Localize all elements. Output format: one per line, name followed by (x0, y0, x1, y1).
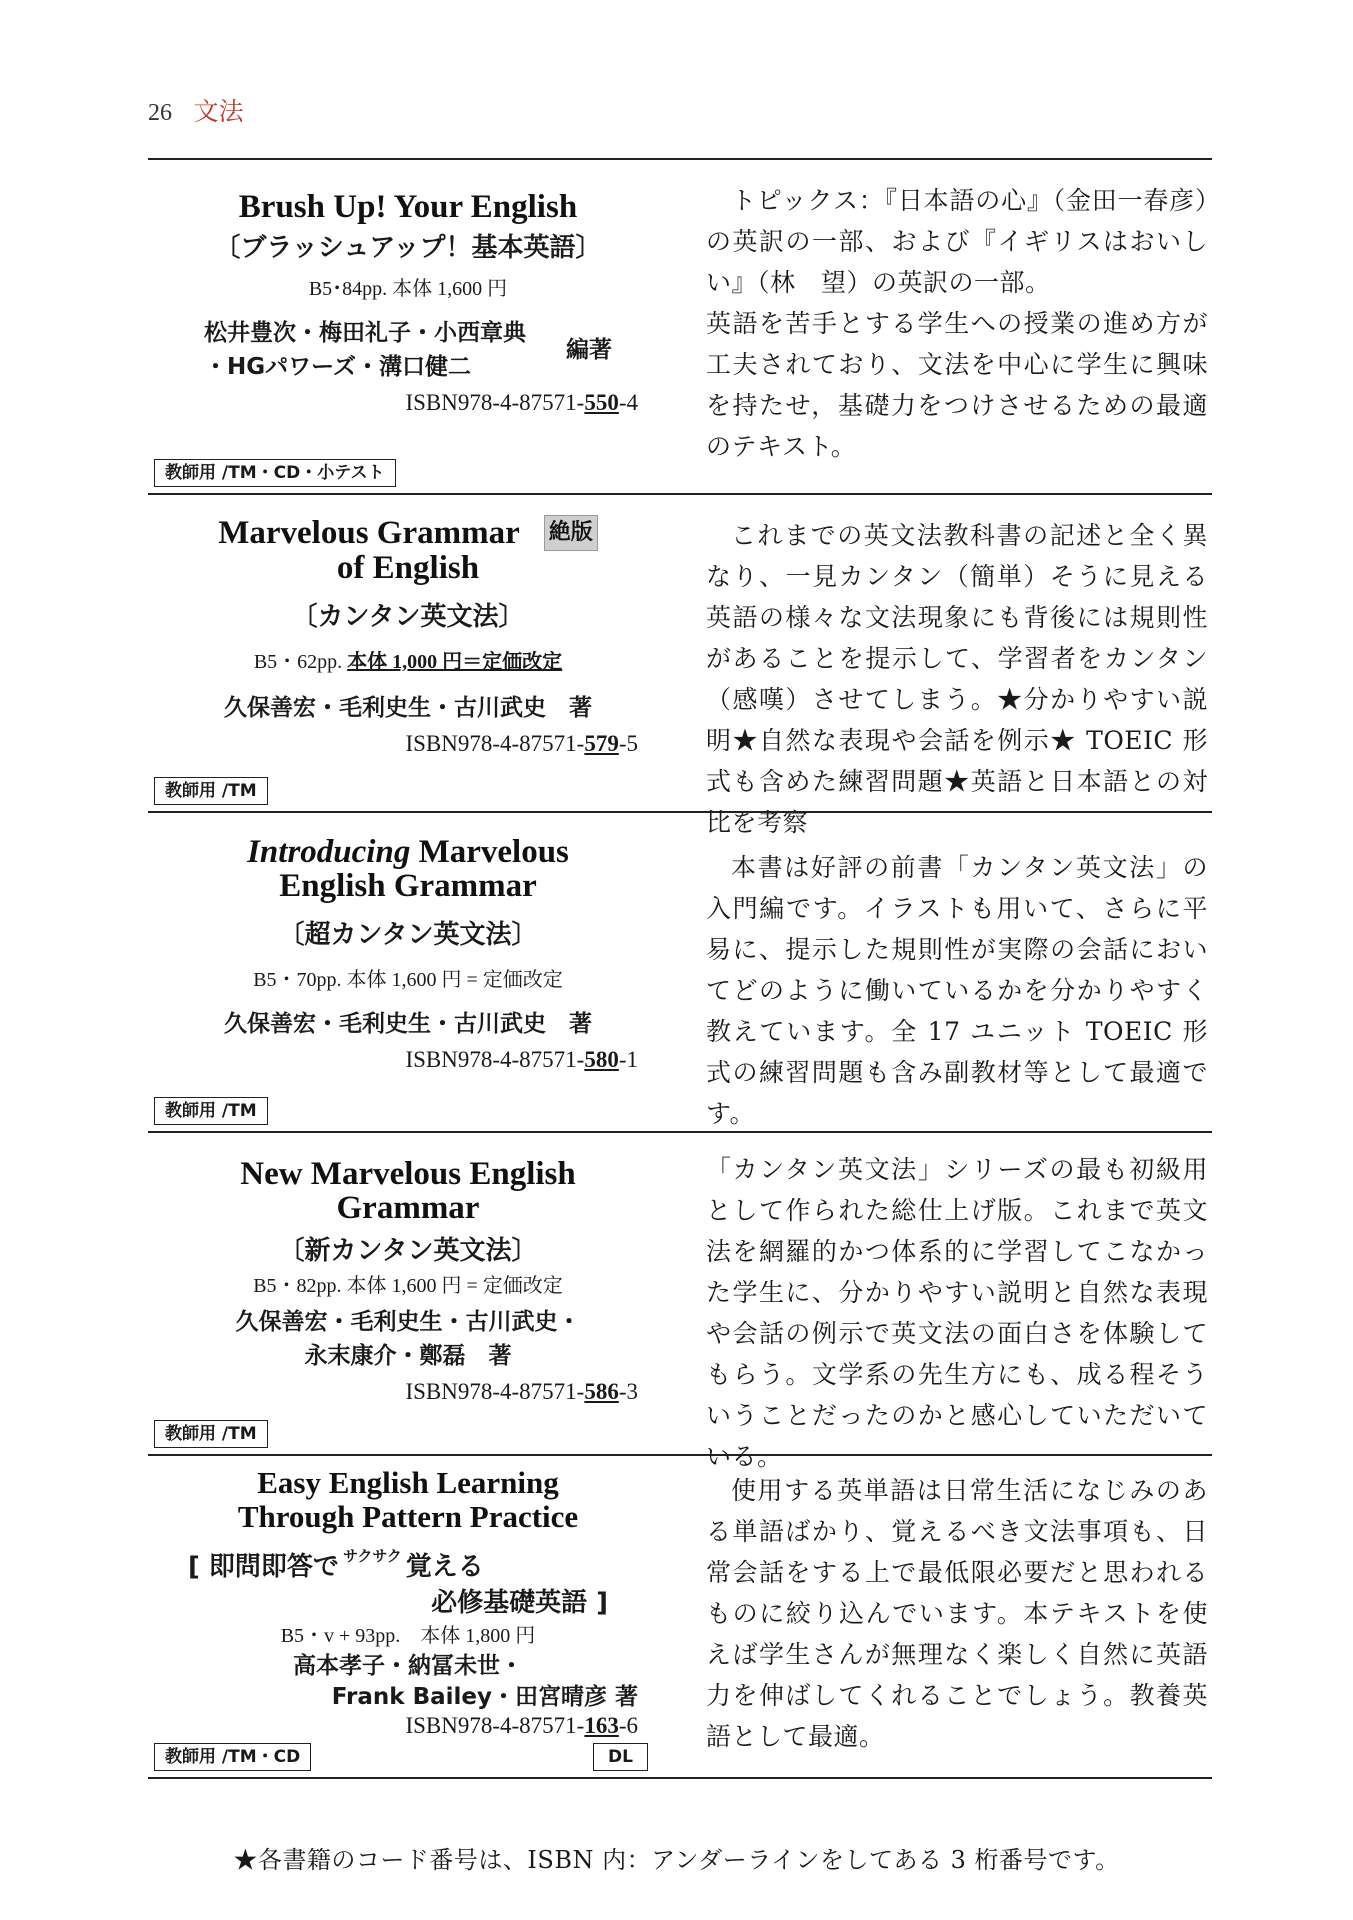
book-subtitle: 〔超カンタン英文法〕 (278, 920, 538, 950)
teacher-material-tag: 教師用 /TM (154, 1097, 268, 1125)
teacher-material-tag: 教師用 /TM・CD (154, 1743, 311, 1771)
book-entry (148, 1456, 1212, 1779)
page-number: 26 (148, 100, 172, 126)
book-title-line2: of English (336, 550, 480, 586)
book-title: Brush Up! Your English (238, 189, 578, 225)
book-spec: B5・82pp. 本体 1,600 円 = 定価改定 (253, 1275, 563, 1297)
book-description (668, 813, 1212, 1131)
book-info (148, 160, 668, 493)
book-title: Easy English Learning (257, 1465, 559, 1500)
section-title: 文法 (193, 97, 244, 126)
authors-line: 高本孝子・納冨未世・ (293, 1653, 523, 1679)
book-subtitle: 〔ブラッシュアップ！基本英語〕 (214, 233, 602, 263)
teacher-material-tag: 教師用 /TM (154, 777, 268, 805)
book-isbn: ISBN978-4-87571-163-6 (405, 1713, 638, 1738)
book-authors (148, 1651, 668, 1713)
book-authors (148, 1305, 668, 1373)
book-authors: 久保善宏・毛利史生・古川武史 著 (224, 1011, 592, 1037)
book-entry (148, 495, 1212, 837)
book-description (668, 160, 1212, 493)
book-description (668, 495, 1212, 837)
book-subtitle-line2: 必修基礎英語 ] (431, 1588, 608, 1618)
book-entry (148, 813, 1212, 1133)
book-spec: B5・v + 93pp. 本体 1,800 円 (280, 1625, 536, 1647)
book-subtitle: 〔新カンタン英文法〕 (278, 1236, 538, 1266)
book-info (148, 1456, 668, 1777)
out-of-print-badge: 絶版 (544, 515, 598, 551)
book-authors (148, 316, 668, 384)
page-footer-note: ★各書籍のコード番号は、ISBN 内：アンダーラインをしてある 3 桁番号です。 (233, 1846, 1120, 1874)
download-tag: DL (593, 1743, 648, 1771)
book-title-line2: Through Pattern Practice (237, 1499, 579, 1534)
description-paragraph: 本書は好評の前書「カンタン英文法」の入門編です。イラストも用いて、さらに平易に、提示した規則性が実際の会話においてどのように働いているかを分かりやすく教えています。全 17 ユニット TOEIC 形式の練習問題も含み副教材等として最適です。 (706, 853, 1208, 1128)
description-paragraph: これまでの英文法教科書の記述と全く異なり、一見カンタン（簡単）そうに見える英語の様々な文法現象にも背後には規則性があることを提示して、学習者をカンタン（感嘆）させてしまう。★分かりやすい説明★自然な表現や会話を例示★ TOEIC 形式も含めた練習問題★英語と日本語との対比を考察 (706, 521, 1208, 837)
book-isbn: ISBN978-4-87571-550-4 (405, 390, 638, 415)
book-spec: B5･84pp. 本体 1,600 円 (308, 278, 508, 300)
teacher-material-tag: 教師用 /TM (154, 1420, 268, 1448)
book-entry (148, 1133, 1212, 1471)
book-info (148, 495, 668, 811)
isbn-code: 586 (584, 1379, 619, 1404)
author-role: 編著 (566, 337, 612, 363)
book-spec: B5・62pp. 本体 1,000 円＝定価改定 (253, 651, 563, 673)
book-subtitle: 〔カンタン英文法〕 (291, 602, 525, 632)
book-authors: 久保善宏・毛利史生・古川武史 著 (224, 695, 592, 721)
authors-line: 久保善宏・毛利史生・古川武史・ (235, 1309, 581, 1335)
authors-line: 永末康介・鄭磊 著 (304, 1343, 512, 1369)
book-isbn: ISBN978-4-87571-580-1 (405, 1047, 638, 1072)
book-info (148, 1133, 668, 1454)
book-catalog (148, 158, 1212, 1779)
isbn-code: 550 (584, 390, 619, 415)
description-paragraph: 使用する英単語は日常生活になじみのある単語ばかり、覚えるべき文法事項も、日常会話をする上で最低限必要だと思われるものに絞り込んでいます。本テキストを使えば学生さんが無理なく楽しく自然に英語力を伸ばしてくれることでしょう。教養英語として最適。 (706, 1476, 1208, 1751)
authors-line: ・HGパワーズ・溝口健二 (204, 354, 471, 380)
book-title-line2: English Grammar (279, 868, 537, 904)
book-title: Introducing Marvelous (247, 834, 569, 870)
page-header (148, 92, 244, 128)
book-subtitle: [ 即問即答で $^{サクサク}$ 覚える (188, 1547, 484, 1582)
isbn-code: 579 (584, 731, 619, 756)
description-paragraph: 英語を苦手とする学生への授業の進め方が工夫されており、文法を中心に学生に興味を持たせ，基礎力をつけさせるための最適のテキスト。 (706, 309, 1208, 461)
teacher-material-tag: 教師用 /TM・CD・小テスト (154, 459, 396, 487)
book-title: New Marvelous English (240, 1156, 576, 1192)
book-title: Marvelous Grammar 絶版 (148, 515, 668, 551)
book-description (668, 1456, 1212, 1777)
book-spec: B5・70pp. 本体 1,600 円 = 定価改定 (253, 969, 563, 991)
authors-line: Frank Bailey・田宮晴彦 著 (331, 1684, 638, 1710)
isbn-code: 580 (584, 1047, 619, 1072)
furigana: サクサク (342, 1547, 402, 1565)
book-description (668, 1133, 1212, 1471)
book-isbn: ISBN978-4-87571-586-3 (405, 1379, 638, 1404)
book-entry (148, 160, 1212, 495)
description-paragraph: 「カンタン英文法」シリーズの最も初級用として作られた総仕上げ版。これまで英文法を網羅的かつ体系的に学習してこなかった学生に、分かりやすい説明と自然な表現や会話の例示で英文法の面白さを体験してもらう。文学系の先生方にも、成る程そういうことだったのかと感心していただいている。 (706, 1155, 1208, 1471)
book-info (148, 813, 668, 1131)
book-isbn: ISBN978-4-87571-579-5 (405, 731, 638, 756)
description-paragraph: トピックス：『日本語の心』（金田一春彦）の英訳の一部、および『イギリスはおいしい』（林 望）の英訳の一部。 (706, 186, 1208, 297)
book-title-line2: Grammar (336, 1190, 480, 1226)
isbn-code: 163 (584, 1713, 619, 1738)
authors-line: 松井豊次・梅田礼子・小西章典 (204, 320, 526, 346)
price-revised: 本体 1,000 円＝定価改定 (347, 651, 563, 673)
